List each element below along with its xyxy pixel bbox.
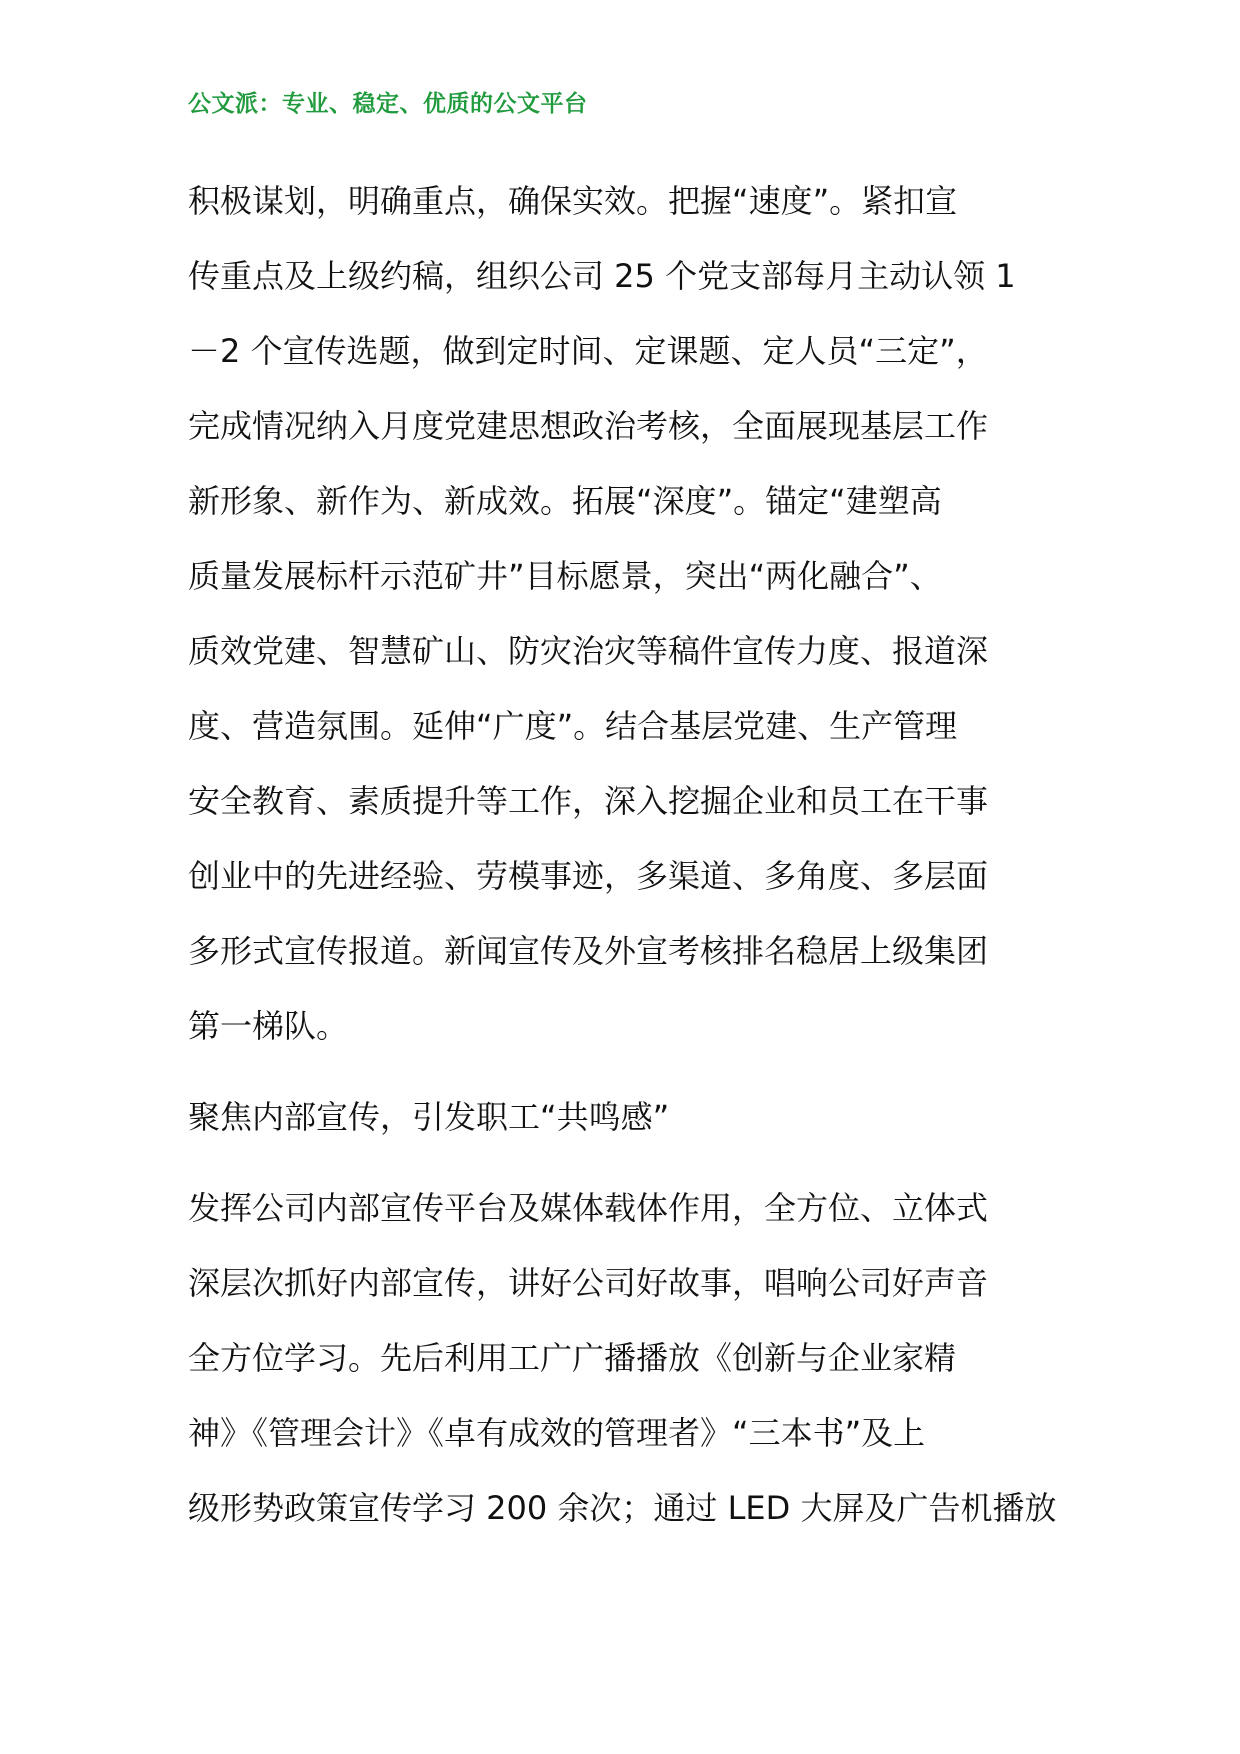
paragraph-line: 创业中的先进经验、劳模事迹，多渠道、多角度、多层面 xyxy=(188,857,989,895)
paragraph-line: 新形象、新作为、新成效。拓展“深度”。锚定“建塑高 xyxy=(188,482,942,520)
paragraph-line: 质效党建、智慧矿山、防灾治灾等稿件宣传力度、报道深 xyxy=(188,632,989,670)
paragraph-line: 多形式宣传报道。新闻宣传及外宣考核排名稳居上级集团 xyxy=(188,932,989,970)
paragraph-line: 级形势政策宣传学习 200 余次；通过 LED 大屏及广告机播放 xyxy=(188,1489,1057,1527)
paragraph-line: 积极谋划，明确重点，确保实效。把握“速度”。紧扣宣 xyxy=(188,182,958,220)
paragraph-line-last: 第一梯队。 xyxy=(188,1007,349,1045)
paragraph-line: 深层次抓好内部宣传，讲好公司好故事，唱响公司好声音 xyxy=(188,1264,989,1302)
paragraph-line: 质量发展标杆示范矿井”目标愿景，突出“两化融合”、 xyxy=(188,557,942,595)
paragraph-line: 完成情况纳入月度党建思想政治考核，全面展现基层工作 xyxy=(188,407,989,445)
paragraph-line: 神》《管理会计》《卓有成效的管理者》“三本书”及上 xyxy=(188,1414,926,1452)
paragraph-line: 度、营造氛围。延伸“广度”。结合基层党建、生产管理 xyxy=(188,707,958,745)
paragraph-line: 发挥公司内部宣传平台及媒体载体作用，全方位、立体式 xyxy=(188,1189,989,1227)
paragraph-line: －2 个宣传选题，做到定时间、定课题、定人员“三定”， xyxy=(188,332,988,370)
paragraph-line: 传重点及上级约稿，组织公司 25 个党支部每月主动认领 1 xyxy=(188,257,1016,295)
paragraph-line: 安全教育、素质提升等工作，深入挖掘企业和员工在干事 xyxy=(188,782,989,820)
paragraph-spacer xyxy=(188,1155,1058,1171)
document-body xyxy=(188,164,1058,1546)
section-heading: 聚焦内部宣传，引发职工“共鸣感” xyxy=(188,1098,670,1136)
site-header-banner: 公文派：专业、稳定、优质的公文平台 xyxy=(188,91,588,117)
paragraph-spacer xyxy=(188,1064,1058,1080)
paragraph-line: 全方位学习。先后利用工广广播播放《创新与企业家精 xyxy=(188,1339,957,1377)
